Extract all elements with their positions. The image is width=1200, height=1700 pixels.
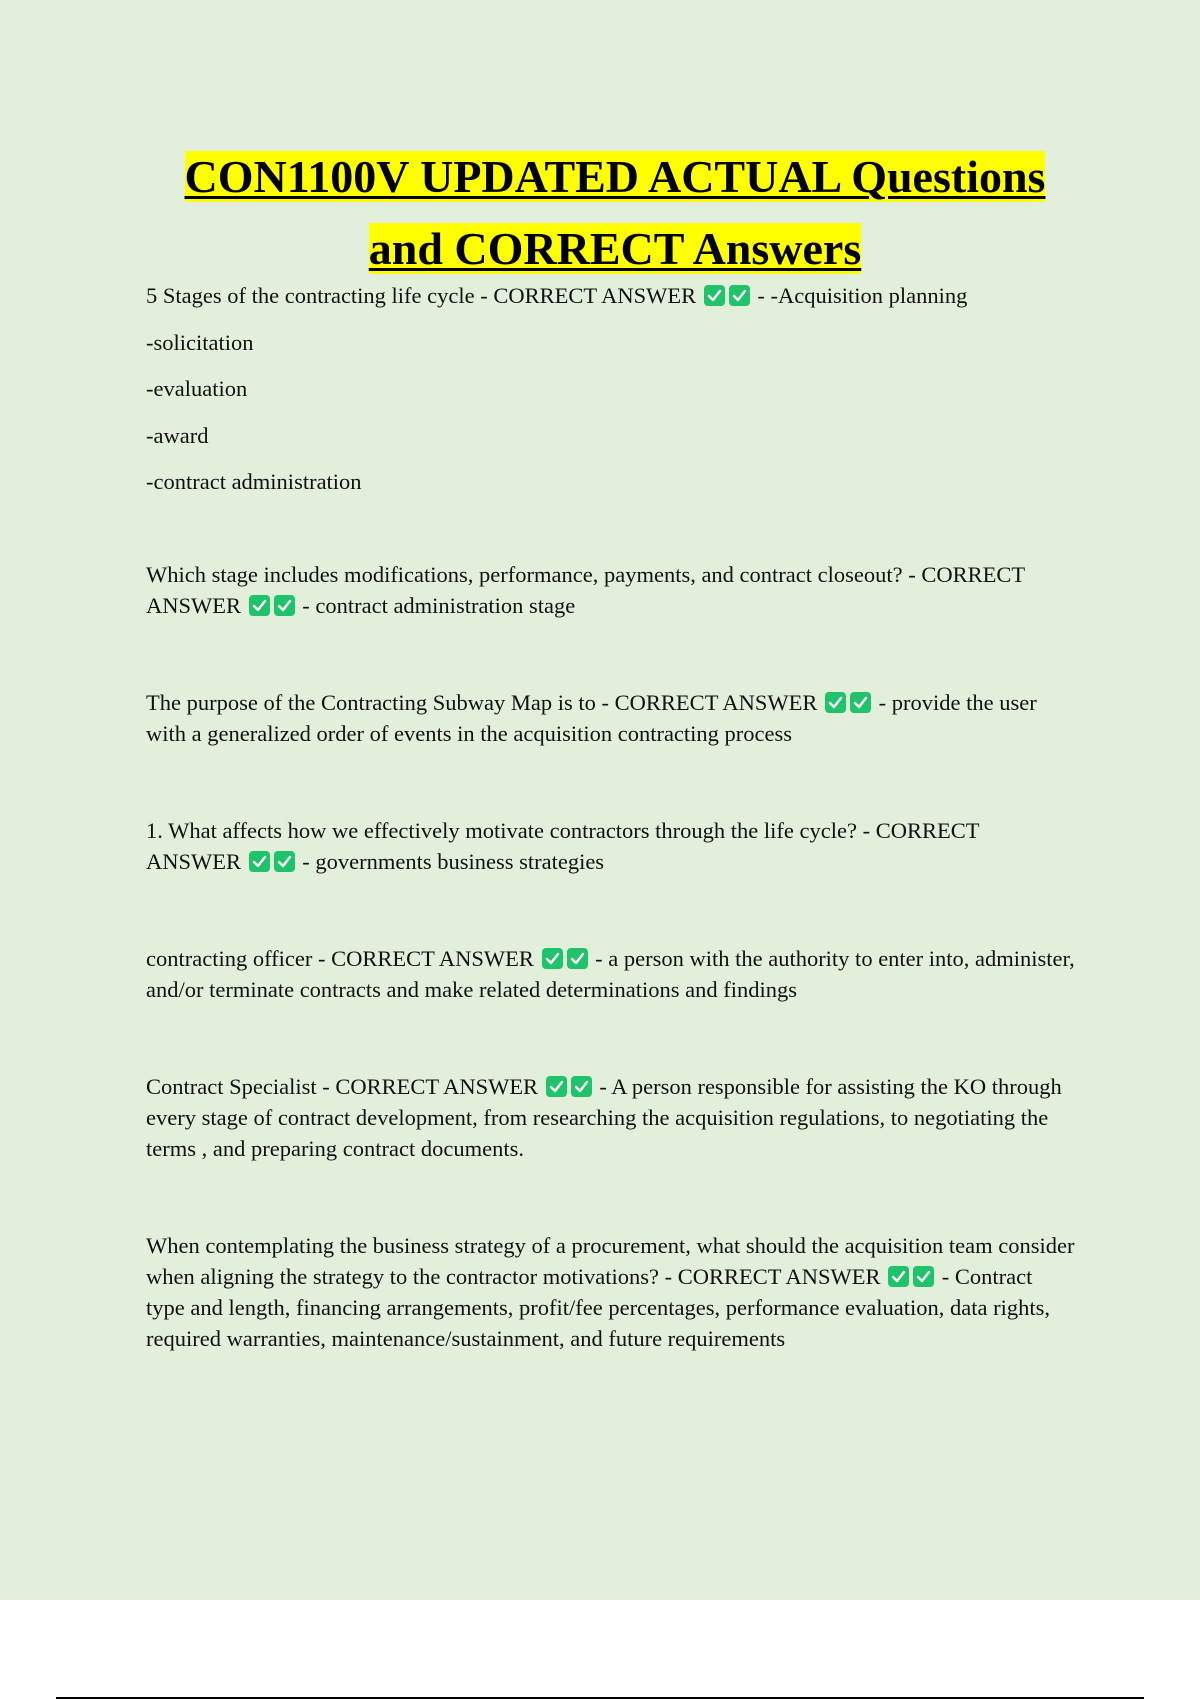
check-icon <box>825 692 846 713</box>
question-text: 5 Stages of the contracting life cycle - CORRECT ANSWER <box>146 283 697 308</box>
question-text: contracting officer - CORRECT ANSWER <box>146 946 534 971</box>
qa-item <box>146 1071 1076 1164</box>
title-line-1: CON1100V UPDATED ACTUAL Questions <box>184 151 1046 202</box>
check-icon <box>546 1076 567 1097</box>
check-icon <box>274 851 295 872</box>
check-icon <box>274 595 295 616</box>
check-icon <box>567 948 588 969</box>
check-icon <box>571 1076 592 1097</box>
check-icon <box>249 851 270 872</box>
qa-content <box>146 280 1076 1354</box>
answer-text: - a person with the authority to enter into, administer, and/or terminate contracts and make related determinations and findings <box>146 946 1075 1002</box>
title-line-2: and CORRECT Answers <box>368 223 862 274</box>
list-item: -award <box>146 422 209 448</box>
footer-divider <box>56 1697 1144 1699</box>
check-icon <box>850 692 871 713</box>
qa-item <box>146 280 1076 497</box>
check-icon <box>249 595 270 616</box>
list-item: -contract administration <box>146 469 362 494</box>
answer-text: - provide the user with a generalized order of events in the acquisition contracting process <box>146 690 1037 746</box>
list-item: -solicitation <box>146 329 254 355</box>
check-icon <box>542 948 563 969</box>
question-text: Contract Specialist - CORRECT ANSWER <box>146 1074 539 1099</box>
answer-text: - A person responsible for assisting the KO through every stage of contract development, from researching the acquisition regulations, to negotiating the terms , and preparing contract documents. <box>146 1074 1062 1161</box>
answer-text: - governments business strategies <box>296 849 605 874</box>
check-icon <box>888 1266 909 1287</box>
qa-item <box>146 815 1076 877</box>
qa-item <box>146 687 1076 749</box>
check-icon <box>913 1266 934 1287</box>
check-icon <box>704 285 725 306</box>
document-title <box>140 146 1090 290</box>
answer-text: - contract administration stage <box>296 593 576 618</box>
question-text: Which stage includes modifications, performance, payments, and contract closeout? - CORRECT ANSWER <box>146 562 1025 618</box>
answer-text: - Contract type and length, financing arrangements, profit/fee percentages, performance evaluation, data rights, required warranties, maintenance/sustainment, and future requirements <box>146 1264 1050 1351</box>
check-icon <box>729 285 750 306</box>
question-text: 1. What affects how we effectively motivate contractors through the life cycle? - CORRECT ANSWER <box>146 818 980 874</box>
qa-item <box>146 1230 1076 1354</box>
list-item: -evaluation <box>146 376 248 401</box>
qa-item <box>146 943 1076 1005</box>
qa-item <box>146 559 1076 621</box>
question-text: When contemplating the business strategy of a procurement, what should the acquisition team consider when aligning the strategy to the contractor motivations? - CORRECT ANSWER <box>146 1233 1075 1289</box>
question-text: The purpose of the Contracting Subway Map is to - CORRECT ANSWER <box>146 690 818 715</box>
answer-text: - -Acquisition planning <box>751 283 968 308</box>
